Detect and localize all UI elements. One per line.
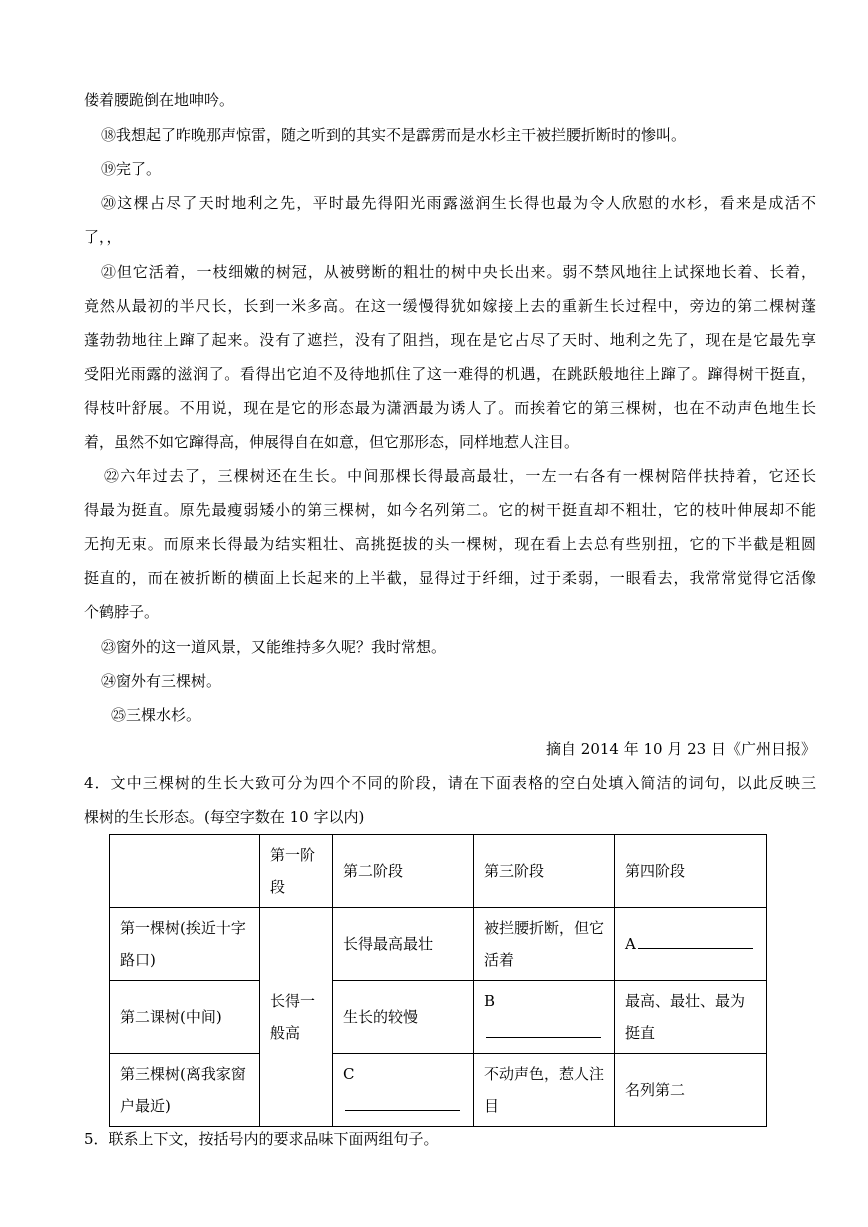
table-header-cell: 第一阶段: [260, 835, 333, 908]
paragraph-21-line-3: 蓬勃勃地往上蹿了起来。没有了遮拦，没有了阻挡，现在是它占尽了天时、地利之先了，现在是它最先享: [84, 331, 817, 349]
paragraph-21-line-5: 得枝叶舒展。不用说，现在是它的形态最为潇洒最为诱人了。而挨着它的第三棵树，也在不动声色地生长: [84, 399, 817, 417]
table-header-cell: 第三阶段: [474, 835, 615, 908]
paragraph-18: ⑱我想起了昨晚那声惊雷，随之听到的其实不是霹雳而是水杉主干被拦腰折断时的惨叫。: [101, 126, 687, 144]
question-4-line-2: 棵树的生长形态。(每空字数在 10 字以内): [84, 808, 365, 826]
tree-name-cell: 第二课树(中间): [110, 981, 260, 1054]
paragraph-25: ㉕三棵水杉。: [111, 706, 202, 724]
blank-line: [486, 1023, 601, 1038]
table-header-row: [110, 835, 767, 908]
stage-2-cell: 长得最高最壮: [333, 908, 474, 981]
paragraph-23: ㉓窗外的这一道风景，又能维持多久呢？我时常想。: [101, 638, 447, 656]
blank-label: C: [343, 1065, 355, 1083]
stage-4-cell: 最高、最壮、最为挺直: [615, 981, 767, 1054]
growth-stage-table: [109, 834, 767, 1127]
question-5: 5．联系上下文，按括号内的要求品味下面两组句子。: [84, 1130, 439, 1148]
blank-label: A: [625, 935, 636, 953]
table-row: [110, 908, 767, 981]
paragraph-20-line-2: 了，，: [84, 228, 122, 246]
paragraph-21-line-1: ㉑但它活着，一枝细嫩的树冠，从被劈断的粗壮的树中央长出来。弱不禁风地往上试探地长着、长着，: [101, 263, 817, 281]
blank-line: [345, 1096, 460, 1111]
paragraph-21-line-4: 受阳光雨露的滋润了。看得出它迫不及待地抓住了这一难得的机遇，在跳跃般地往上蹿了。蹿得树干挺直，: [84, 365, 817, 383]
paragraph-21-line-6: 着，虽然不如它蹿得高，伸展得自在如意，但它那形态，同样地惹人注目。: [84, 433, 580, 451]
paragraph-22-line-2: 得最为挺直。原先最瘦弱矮小的第三棵树，如今名列第二。它的树干挺直却不粗壮，它的枝叶伸展却不能: [84, 501, 817, 519]
stage-1-shared-cell: 长得一般高: [260, 908, 333, 1127]
table-header-cell: 第二阶段: [333, 835, 474, 908]
passage-line: 偻着腰跪倒在地呻吟。: [84, 91, 235, 109]
paragraph-22-line-3: 无拘无束。而原来长得最为结实粗壮、高挑挺拔的头一棵树，现在看上去总有些别扭，它的下半截是粗圆: [84, 535, 817, 553]
table-header-cell: [110, 835, 260, 908]
stage-4-cell: 名列第二: [615, 1054, 767, 1127]
table-header-cell: 第四阶段: [615, 835, 767, 908]
stage-2-cell: 生长的较慢: [333, 981, 474, 1054]
table-row: [110, 1054, 767, 1127]
source-citation: 摘自 2014 年 10 月 23 日《广州日报》: [546, 740, 816, 758]
tree-name-cell: 第一棵树(挨近十字路口): [110, 908, 260, 981]
paragraph-19: ⑲完了。: [101, 160, 162, 178]
paragraph-22-line-4: 挺直的，而在被折断的横面上长起来的上半截，显得过于纤细，过于柔弱，一眼看去，我常常觉得它活像: [84, 569, 817, 587]
answer-blank-c[interactable]: [333, 1054, 474, 1127]
paragraph-21-line-2: 竟然从最初的半尺长，长到一米多高。在这一缓慢得犹如嫁接上去的重新生长过程中，旁边的第二棵树蓬: [84, 297, 817, 315]
tree-name-cell: 第三棵树(离我家窗户最近): [110, 1054, 260, 1127]
paragraph-24: ㉔窗外有三棵树。: [101, 672, 222, 690]
blank-label: B: [484, 992, 496, 1010]
stage-3-cell: 不动声色，惹人注目: [474, 1054, 615, 1127]
table-row: [110, 981, 767, 1054]
blank-line: [638, 934, 753, 949]
question-4-line-1: 4．文中三棵树的生长大致可分为四个不同的阶段，请在下面表格的空白处填入简洁的词句，以此反映三: [84, 774, 818, 792]
answer-blank-b[interactable]: [474, 981, 615, 1054]
stage-3-cell: 被拦腰折断，但它活着: [474, 908, 615, 981]
paragraph-22-line-1: ㉒六年过去了，三棵树还在生长。中间那棵长得最高最壮，一左一右各有一棵树陪伴扶持着，它还长: [104, 467, 818, 485]
answer-blank-a[interactable]: [615, 908, 767, 981]
paragraph-20-line-1: ⑳这棵占尽了天时地利之先，平时最先得阳光雨露滋润生长得也最为令人欣慰的水杉，看来是成活不: [101, 194, 818, 212]
paragraph-22-line-5: 个鹤脖子。: [84, 603, 160, 621]
